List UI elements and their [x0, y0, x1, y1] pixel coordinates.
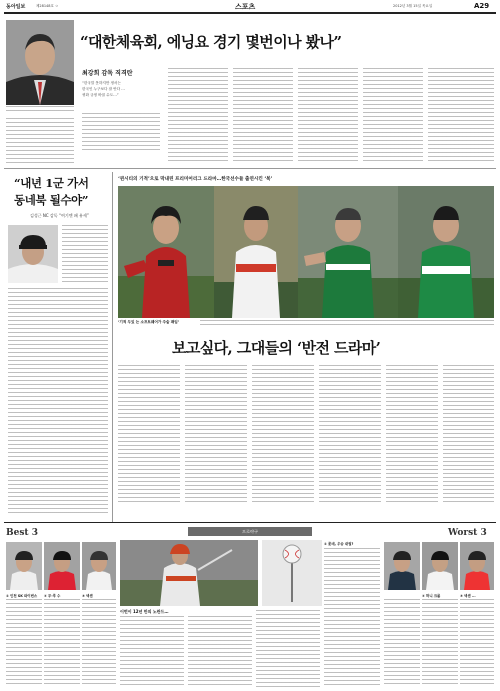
drama-col-5 — [386, 365, 438, 505]
best-item-1-title: ① 인천 SK 와이번스 — [6, 594, 38, 598]
top-col-left — [6, 118, 74, 163]
worst-item-2-title: ② 하니 크롬 — [422, 594, 441, 598]
worst-col-0 — [324, 548, 380, 687]
best-col-1 — [6, 599, 42, 687]
coach-portrait — [6, 20, 74, 105]
top-col-4 — [363, 68, 423, 163]
worst-col-3 — [460, 599, 494, 687]
top-col-3 — [298, 68, 358, 163]
newspaper-name: 동아일보 — [6, 4, 26, 10]
baseball-photo — [262, 540, 322, 606]
top-story-subheads — [82, 68, 162, 98]
drama-col-6 — [443, 365, 494, 505]
column-divider — [112, 172, 113, 522]
left-story-subhead: 김성근 NC 감독 “여기엔 패 유세” — [30, 213, 89, 218]
top-col-5 — [428, 68, 494, 163]
issue-info: 제28148호 ㅇ — [36, 4, 59, 8]
best-item-2-title: ② 무·루 수 — [44, 594, 61, 598]
best-thumb-1 — [6, 542, 42, 590]
photo-caption-text — [200, 320, 494, 328]
drama-col-3 — [252, 365, 314, 505]
best-item-3-title: ③ 넥센 — [82, 594, 93, 598]
left-story-body — [8, 288, 108, 516]
top-headline: “대한체육회, 에닝요 경기 몇번이나 봤나” — [80, 33, 342, 51]
worst-col-2 — [422, 599, 458, 687]
left-story-intro — [62, 225, 108, 283]
portrait-caption — [6, 106, 74, 114]
drama-headline: 보고싶다, 그대들의 ‘반전 드라마’ — [172, 339, 381, 357]
player-photo-2 — [214, 186, 298, 318]
manager-photo — [8, 225, 58, 283]
subhead-1: “한국말 못하지만 정서는 — [82, 81, 121, 85]
best-col-2 — [44, 599, 80, 687]
center-col-2 — [188, 616, 252, 687]
left-story-headline — [14, 175, 89, 209]
worst-thumb-1 — [384, 542, 420, 590]
center-label: 프로야구 — [188, 527, 312, 536]
page-number: A29 — [474, 2, 490, 10]
best-thumb-3 — [82, 542, 116, 590]
subhead-3: 귀화 규정 바꿀 수도…” — [82, 93, 119, 97]
left-headline-line2: 동네북 될수야” — [14, 193, 89, 207]
best-col-3 — [82, 599, 116, 687]
subhead-2: 한국인 누구보다 잘 안다 … — [82, 87, 125, 91]
drama-col-2 — [185, 365, 247, 505]
issue-date: 2012년 3월 15일 목요일 — [393, 4, 433, 8]
section-title: 스포츠 — [235, 3, 256, 11]
top-lead-text — [82, 113, 160, 151]
center-photo — [120, 540, 258, 606]
top-col-1 — [168, 68, 228, 163]
left-headline-line1: “내년 1군 가서 — [14, 176, 89, 190]
center-col-1 — [120, 616, 184, 687]
photo-feature-label: ‘퀸시티의 기적’으로 막내린 프리미어리그 드라마…한국선수들 출연시킨 ‘복’ — [118, 177, 273, 182]
worst-col-1 — [384, 599, 420, 687]
masthead-rule — [4, 12, 496, 14]
interviewee-name: 최강희 감독 직격탄 — [82, 70, 133, 77]
top-col-2 — [233, 68, 293, 163]
photo-caption: ‘기적 두있 는 소프트웨어가 주술 패임’ — [118, 320, 180, 324]
photo-strip — [118, 186, 494, 318]
player-photo-4 — [398, 186, 494, 318]
worst-thumb-3 — [460, 542, 494, 590]
drama-col-1 — [118, 365, 180, 505]
center-col-3 — [256, 610, 320, 687]
center-item-title: 이번이 12년 만의 노란드… — [120, 609, 169, 614]
worst-thumb-2 — [422, 542, 458, 590]
divider-2 — [4, 522, 496, 523]
player-photo-3 — [298, 186, 398, 318]
worst-item-3-title: ③ 넥센 ... — [460, 594, 476, 598]
player-photo-1 — [118, 186, 214, 318]
best-thumb-2 — [44, 542, 80, 590]
worst-item-1-title: ① 롯데, 우승 대권? — [324, 542, 354, 546]
drama-col-4 — [319, 365, 381, 505]
best-label: Best 3 — [6, 528, 38, 538]
divider-1 — [4, 168, 496, 169]
worst-label: Worst 3 — [448, 528, 487, 538]
